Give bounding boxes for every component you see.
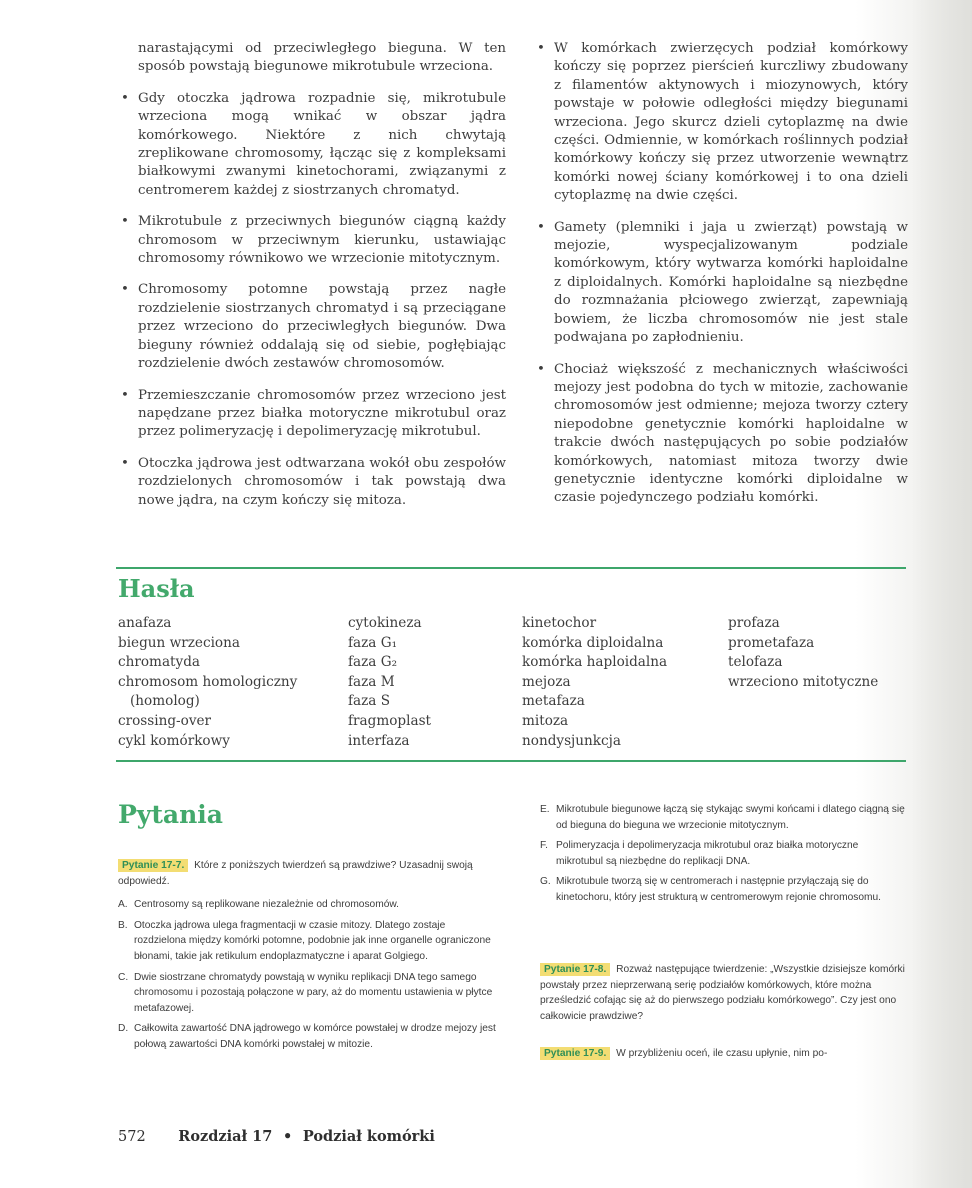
answer-option: B. Otoczka jądrowa ulega fragmentacji w czasie mitozy. Dlatego zostaje rozdzielona między komórki potomne, podobnie jak inne organelle ograniczone błonami, takie jak retikulum endoplazmatyczne i aparat Golgiego.	[118, 919, 491, 962]
question-label: Pytanie 17-7.	[118, 859, 188, 872]
term: kinetochor	[522, 615, 597, 631]
terms-column-3	[522, 614, 667, 751]
terms-column-4	[728, 614, 878, 692]
question-label: Pytanie 17-9.	[540, 1047, 610, 1060]
page-edge-shadow	[912, 0, 972, 1188]
footer-separator: •	[282, 1128, 293, 1145]
question-label: Pytanie 17-8.	[540, 963, 610, 976]
answer-option: C. Dwie siostrzane chromatydy powstają w wyniku replikacji DNA tego samego chromosomu i pozostają połączone w pary, aż do momentu ustawienia w płytce metafazowej.	[118, 971, 493, 1014]
summary-bullet: • Chromosomy potomne powstają przez nagłe rozdzielenie siostrzanych chromatyd i są przeciągane przez wrzeciono do przeciwległych biegunów. Dwa bieguny również oddalają się od siebie, pogłębiając rozdzielenie dwóch zestawów chromosomów.	[121, 282, 506, 372]
term: mitoza	[522, 712, 569, 729]
summary-bullet: • Przemieszczanie chromosomów przez wrzeciono jest napędzane przez białka motoryczne mikrotubul oraz przez polimeryzację i depolimeryzację mikrotubul.	[121, 387, 506, 440]
term: komórka haploidalna	[522, 654, 668, 671]
term: profaza	[728, 615, 780, 631]
page-footer	[118, 1128, 435, 1145]
terms-column-1	[118, 614, 297, 751]
terms-column-2	[348, 614, 431, 751]
answer-option: F. Polimeryzacja i depolimeryzacja mikrotubul oraz białka motoryczne mikrotubul są niezbędne do replikacji DNA.	[540, 840, 859, 867]
question-17-9	[540, 1046, 906, 1062]
term: faza G₂	[348, 654, 398, 671]
summary-bullet: • Gamety (plemniki i jaja u zwierząt) powstają w mejozie, wyspecjalizowanym podziale komórkowym, który wytwarza komórki haploidalne z diploidalnych. Komórki haploidalne są niezbędne do rozmnażania płciowego zwierząt, zapewniają bowiem, że liczba chromosomów nie jest stale podwajana po zapłodnieniu.	[537, 219, 908, 346]
term: metafaza	[522, 693, 585, 710]
summary-bullet: • Otoczka jądrowa jest odtwarzana wokół obu zespołów rozdzielonych chromosomów i tak powstają dwa nowe jądra, na czym kończy się mitoza.	[121, 455, 506, 508]
answer-option: A. Centrosomy są replikowane niezależnie od chromosomów.	[118, 899, 400, 911]
chapter-number: Rozdział 17	[178, 1128, 273, 1145]
hasla-bottom-rule	[116, 760, 906, 762]
term: cykl komórkowy	[118, 732, 230, 749]
chapter-title: Podział komórki	[302, 1128, 435, 1145]
summary-bullet: • W komórkach zwierzęcych podział komórkowy kończy się poprzez pierścień kurczliwy zbudowany z filamentów aktynowych i miozynowych, który powstaje w połowie odległości między biegunami wrzeciona. Jego skurcz dzieli cytoplazmę na dwie części. Odmiennie, w komórkach roślinnych podział komórkowy kończy się przez utworzenie wewnątrz komórki nowej ściany komórkowej i to ona dzieli cytoplazmę na dwie części.	[537, 41, 908, 204]
term: anafaza	[118, 615, 172, 631]
summary-bullet: • Gdy otoczka jądrowa rozpadnie się, mikrotubule wrzeciona mogą wnikać w obszar jądra komórkowego. Niektóre z nich chwytają zreplikowane chromosomy, łącząc się z kompleksami białkowymi zwanymi kinetochorami, związanymi z centromerem każdej z siostrzanych chromatyd.	[121, 90, 506, 198]
term: komórka diploidalna	[522, 634, 664, 651]
term: chromatyda	[118, 654, 200, 671]
term: cytokineza	[348, 615, 422, 631]
term: interfaza	[348, 732, 410, 749]
summary-bullet: • Mikrotubule z przeciwnych biegunów ciągną każdy chromosom w przeciwnym kierunku, ustawiając chromosomy równikowo we wrzecionie mitotycznym.	[121, 214, 506, 267]
term: nondysjunkcja	[522, 732, 621, 749]
term: chromosom homologiczny	[118, 673, 298, 690]
hasla-top-rule	[116, 567, 906, 569]
term: crossing-over	[118, 712, 212, 729]
term: (homolog)	[130, 693, 200, 710]
term: telofaza	[728, 654, 783, 671]
summary-column-right	[534, 40, 908, 521]
summary-column-left	[118, 40, 506, 523]
term: faza M	[348, 673, 395, 690]
summary-bullet: • Chociaż większość z mechanicznych właściwości mejozy jest podobna do tych w mitozie, zachowanie chromosomów jest odmienne; mejoza tworzy cztery niepodobne genetycznie komórki haploidalne w trakcie dwóch następujących po sobie podziałów komórkowych, natomiast mitoza tworzy dwie genetycznie identyczne komórki diploidalne w czasie pojedynczego podziału komórki.	[537, 361, 908, 506]
term: faza G₁	[348, 634, 398, 651]
answer-option: E. Mikrotubule biegunowe łączą się stykając swymi końcami i dlatego ciągną się od bieguna do bieguna we wrzecionie mitotycznym.	[540, 804, 905, 831]
hasla-title: Hasła	[118, 574, 195, 603]
pytania-title: Pytania	[118, 800, 223, 829]
answer-option: G. Mikrotubule tworzą się w centromerach i następnie przyłączają się do kinetochoru, który jest strukturą w centromerowym rejonie chromosomu.	[540, 876, 881, 903]
term: biegun wrzeciona	[118, 634, 240, 651]
term: prometafaza	[728, 634, 815, 651]
term: wrzeciono mitotyczne	[728, 673, 879, 690]
question-text: Które z poniższych twierdzeń są prawdziwe? Uzasadnij swoją odpowiedź.	[118, 860, 473, 887]
question-text: W przybliżeniu oceń, ile czasu upłynie, nim po-	[616, 1048, 828, 1059]
question-17-8	[540, 962, 906, 1024]
question-17-7-continued	[540, 802, 906, 911]
answer-option: D. Całkowita zawartość DNA jądrowego w komórce powstałej w drodze mejozy jest połową zawartości DNA komórki powstałej w mitozie.	[118, 1023, 496, 1050]
question-text: Rozważ następujące twierdzenie: „Wszystkie dzisiejsze komórki powstały przez nieprzerwaną serię podziałów komórkowych, które można prześledzić cofając się aż do pierwszego podziału komórkowego”. Czy jest ono całkowicie prawdziwe?	[540, 964, 905, 1022]
question-17-7	[118, 858, 500, 1058]
term: mejoza	[522, 673, 571, 690]
term: faza S	[348, 693, 391, 710]
page-number: 572	[118, 1129, 146, 1145]
intro-paragraph: narastającymi od przeciwległego bieguna. W ten sposób powstają biegunowe mikrotubule wrzeciona.	[138, 41, 506, 75]
term: fragmoplast	[348, 712, 432, 729]
